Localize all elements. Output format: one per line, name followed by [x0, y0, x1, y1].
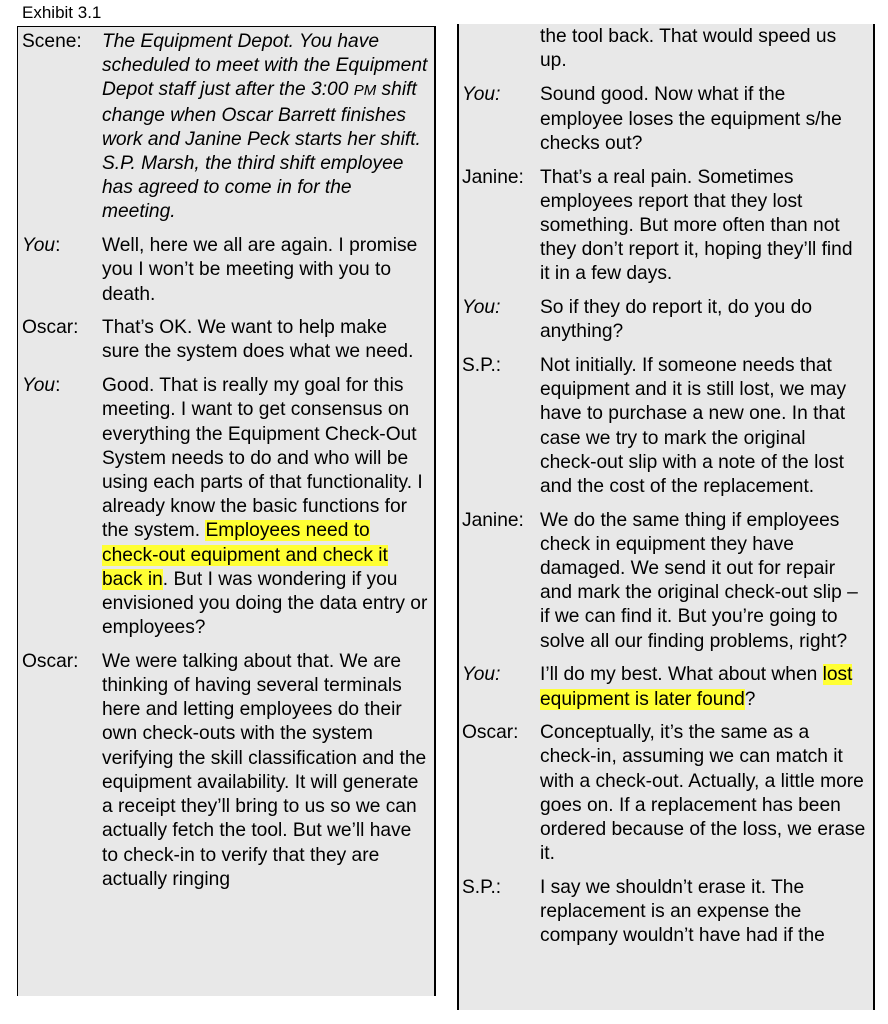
- speech-text: [102, 30, 428, 225]
- dialogue-entry: [462, 166, 873, 287]
- speech-fragment: shift change when Oscar Barrett finishes work and Janine Peck starts her shift. S.P. Marsh, the third shift employee has agreed to come in for the meeting.: [102, 79, 421, 223]
- speech-text: [102, 234, 428, 307]
- speech-text: [102, 650, 428, 892]
- speech-fragment: I say we shouldn’t erase it. The replacement is an expense the company wouldn’t have had if the: [540, 877, 825, 947]
- speaker-name: Janine:: [462, 166, 524, 188]
- dialogue-entry: [462, 83, 873, 156]
- speech-fragment: Well, here we all are again. I promise you I won’t be meeting with you to death.: [102, 235, 418, 305]
- speaker-name: You:: [462, 664, 501, 686]
- speaker-name: You:: [462, 297, 501, 319]
- speaker-suffix: :: [55, 235, 61, 257]
- speaker-label: [22, 30, 82, 54]
- speech-fragment: ?: [744, 688, 756, 710]
- dialogue-entry: [22, 650, 434, 892]
- speech-text: [540, 876, 867, 949]
- speaker-name: Oscar:: [22, 650, 79, 672]
- speaker-label: [22, 234, 60, 258]
- speech-fragment: Sound good. Now what if the employee loses the equipment s/he checks out?: [540, 84, 842, 154]
- dialogue-column-left: [17, 26, 436, 996]
- speaker-name: Scene:: [22, 31, 82, 52]
- dialogue-entry: [22, 316, 434, 364]
- speech-fragment: Not initially. If someone needs that equipment and it is still lost, we may have to purchase a new one. In that case we try to mark the original check-out slip with a note of the lost and the cost of the replacement.: [540, 354, 847, 497]
- dialogue-entry: [22, 234, 434, 307]
- dialogue-entry: [462, 354, 873, 499]
- speech-fragment: The Equipment Depot. You have scheduled to meet with the Equipment Depot staff just after the 3:00: [102, 31, 428, 101]
- highlighted-text: Employees need to check-out equipment and check it back in: [102, 520, 388, 590]
- speech-text: [540, 166, 867, 287]
- speaker-label: [462, 509, 524, 533]
- dialogue-entry: [462, 876, 873, 949]
- speech-text: [102, 316, 428, 364]
- speaker-name: S.P.:: [462, 877, 502, 898]
- dialogue-entry: [462, 296, 873, 344]
- exhibit-title: Exhibit 3.1: [22, 3, 102, 22]
- dialogue-column-right: [457, 24, 875, 1010]
- time-period-text: PM: [353, 82, 377, 100]
- speech-text: [540, 296, 867, 344]
- speech-fragment: . But I was wondering if you envisioned you doing the data entry or employees?: [102, 568, 428, 639]
- speech-text: [540, 83, 867, 156]
- speech-fragment: So if they do report it, do you do anything?: [540, 297, 812, 343]
- speaker-label: [462, 83, 500, 107]
- speech-text: [540, 721, 867, 866]
- dialogue-entry: [462, 663, 873, 711]
- speaker-suffix: :: [55, 375, 61, 397]
- speaker-label: [462, 876, 501, 900]
- speaker-name: You:: [462, 84, 501, 106]
- dialogue-entry: [462, 721, 873, 866]
- speaker-name: S.P.:: [462, 354, 502, 376]
- speaker-label: [462, 721, 519, 745]
- dialogue-entry: [462, 509, 873, 654]
- speaker-name: You: [22, 235, 56, 257]
- speaker-label: [22, 374, 60, 398]
- speaker-name: Oscar:: [22, 317, 79, 339]
- speaker-name: You: [22, 375, 56, 397]
- speaker-label: [462, 354, 501, 378]
- speech-text: [540, 354, 867, 499]
- speech-fragment: Good. That is really my goal for this meeting. I want to get consensus on everything the Equipment Check-Out System needs to do and who will be using each parts of that functionality. I already know the basic functions for the system.: [102, 375, 423, 542]
- speech-fragment: Conceptually, it’s the same as a check-in, assuming we can match it with a check-out. Actually, a little more goes on. If a replacement has been ordered because of the loss, we erase it.: [540, 722, 866, 865]
- speaker-name: Janine:: [462, 509, 524, 531]
- speaker-label: [462, 166, 524, 190]
- speech-text: [540, 663, 867, 711]
- speaker-label: [462, 296, 500, 320]
- speaker-name: Oscar:: [462, 722, 519, 744]
- speech-fragment: I’ll do my best. What about when: [540, 664, 823, 686]
- speaker-label: [22, 316, 79, 340]
- highlighted-text: lost equipment is later found: [540, 664, 853, 710]
- speaker-label: [462, 663, 500, 687]
- dialogue-entry: [22, 374, 434, 640]
- speaker-label: [22, 650, 79, 674]
- speech-fragment: We were talking about that. We are thinking of having several terminals here and letting employees do their own check-outs with the system verifying the skill classification and the equipment availability. It will generate a receipt they’ll bring to us so we can actually fetch the tool. But we’ll have to check-in to verify that they are actually ringing: [102, 650, 427, 890]
- speech-text: [102, 374, 428, 640]
- continued-speech: the tool back. That would speed us up.: [540, 26, 837, 72]
- speech-text: [540, 509, 867, 654]
- speech-fragment: We do the same thing if employees check in equipment they have damaged. We send it out for repair and mark the original check-out slip – if we can find it. But you’re going to solve all our finding problems, right?: [540, 509, 858, 652]
- speech-fragment: That’s a real pain. Sometimes employees report that they lost something. But more often than not they don’t report it, hoping they’ll find it in a few days.: [540, 166, 853, 285]
- dialogue-entry: [22, 30, 434, 225]
- speech-fragment: That’s OK. We want to help make sure the system does what we need.: [102, 317, 414, 363]
